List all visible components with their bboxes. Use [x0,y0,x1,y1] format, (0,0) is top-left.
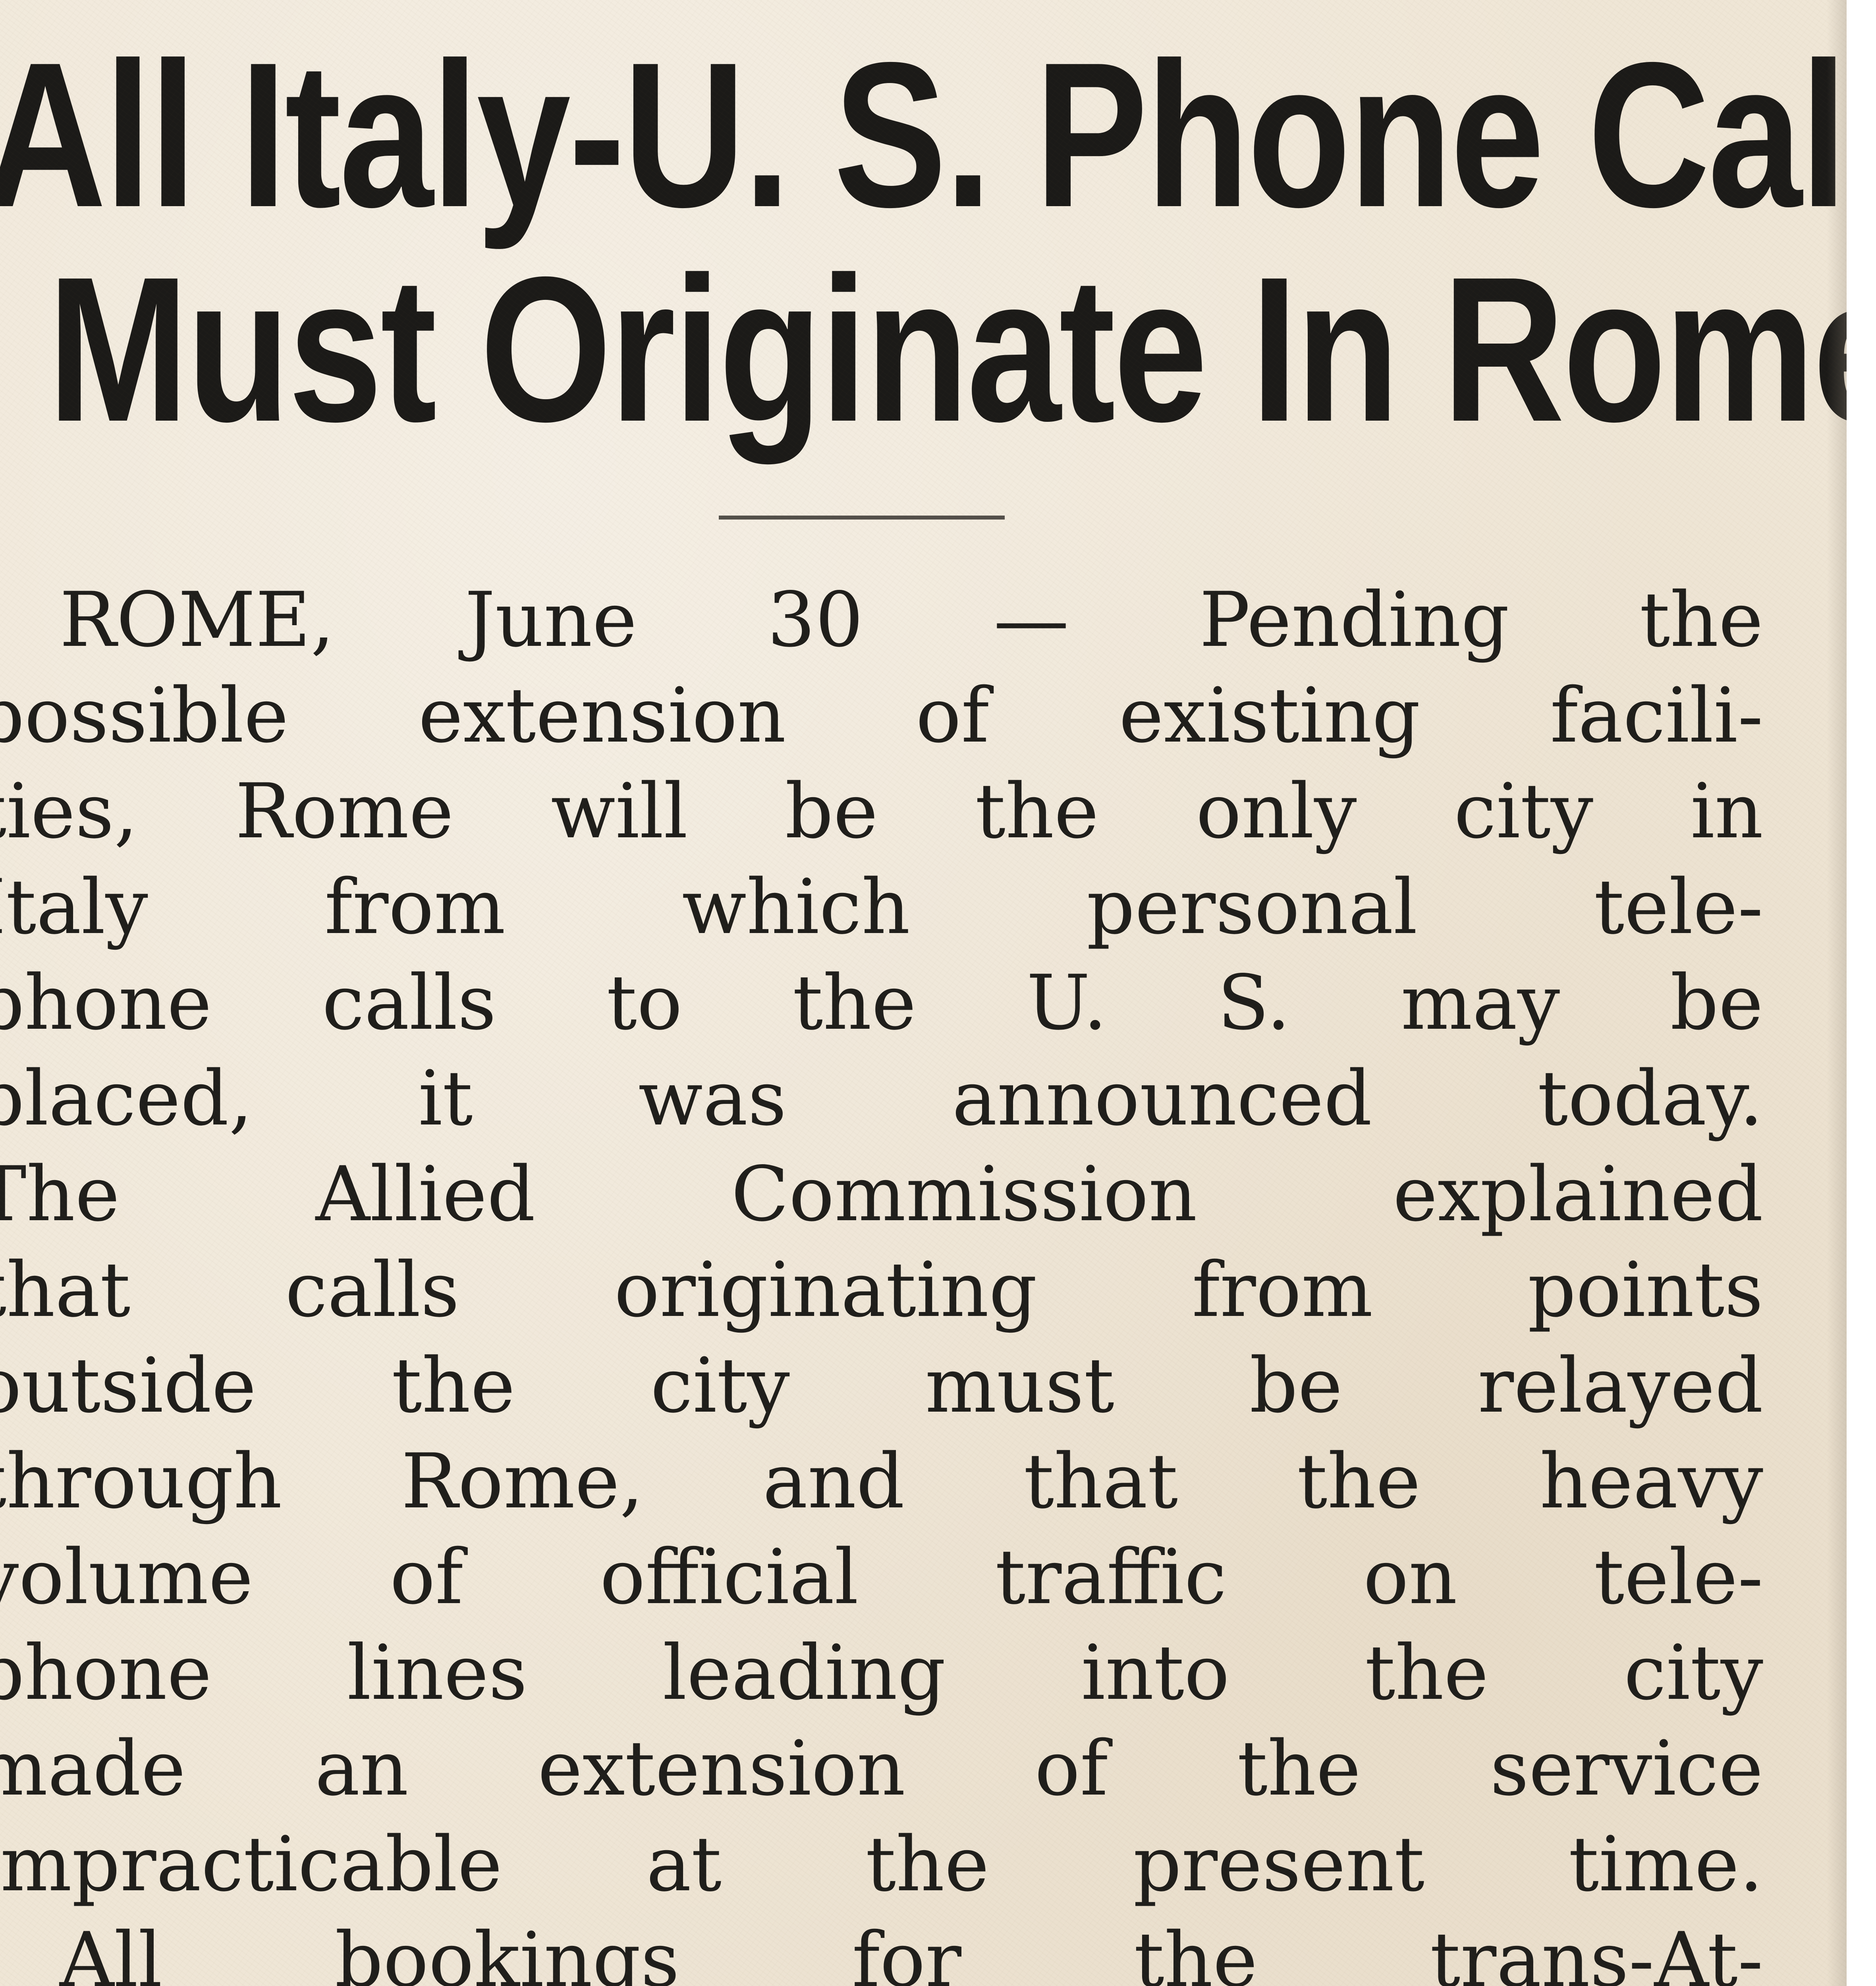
article-line: All bookings for the trans-At- [0,1912,1763,1986]
article-line: Italy from which personal tele- [0,859,1763,955]
article-line: that calls originating from points [0,1242,1763,1338]
article-line: The Allied Commission explained [0,1146,1763,1242]
article-line: ROME, June 30 — Pending the [0,572,1763,668]
headline-line-2: Must Originate In Rome [48,238,1532,461]
article-line: impracticable at the present time. [0,1816,1763,1912]
article-line: possible extension of existing facili- [0,668,1763,763]
article-line: phone calls to the U. S. may be [0,955,1763,1051]
article-line: phone lines leading into the city [0,1625,1763,1721]
headline-line-1: All Italy-U. S. Phone Calls [0,24,1469,246]
article-line: outside the city must be relayed [0,1338,1763,1433]
article-line: through Rome, and that the heavy [0,1433,1763,1529]
article-line: made an extension of the service [0,1721,1763,1816]
article-line: volume of official traffic on tele- [0,1529,1763,1625]
article-line: ties, Rome will be the only city in [0,763,1763,859]
article-line: placed, it was announced today. [0,1051,1763,1146]
